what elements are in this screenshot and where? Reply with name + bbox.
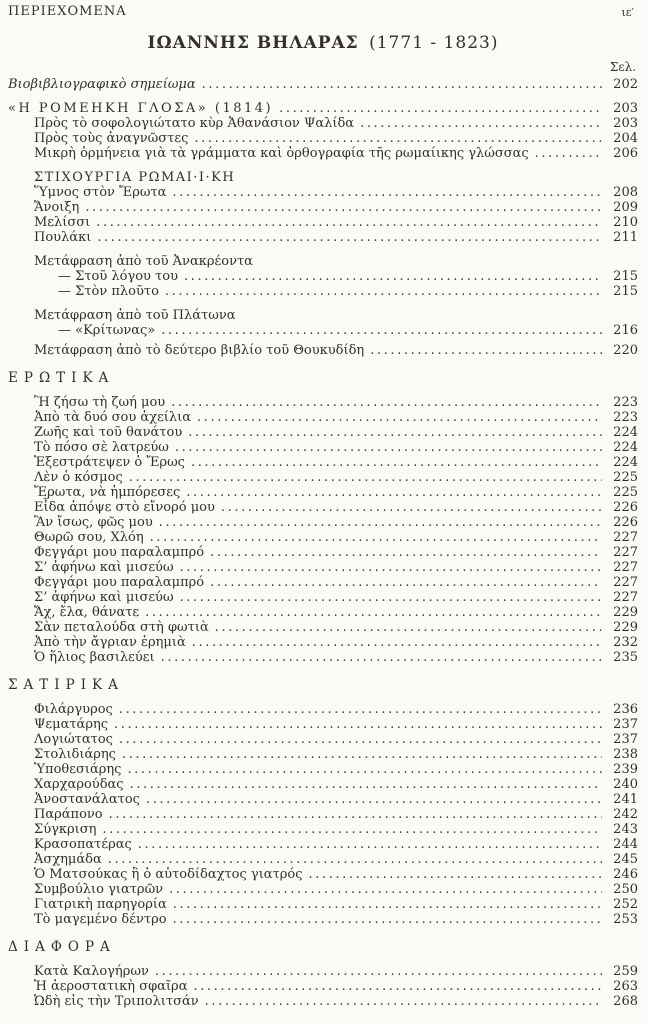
leader-dots (122, 747, 602, 762)
toc-entry-title: «Η ΡΟΜΕΗΚΗ ΓΛΟΣΑ» (1814) (8, 101, 274, 116)
toc-entry (8, 515, 638, 530)
leader-dots (186, 485, 602, 500)
toc-entry (8, 605, 638, 620)
toc-entry (8, 485, 638, 500)
toc-entry-page: 239 (613, 762, 638, 777)
toc-entry-page: 227 (613, 530, 638, 545)
toc-entry-page: 242 (613, 807, 638, 822)
toc-entry-page: 235 (613, 650, 638, 665)
toc-entry (8, 635, 638, 650)
toc-entry-title: — Στὸν πλοῦτο (58, 284, 159, 299)
toc-entry-page: 240 (613, 777, 638, 792)
leader-dots (96, 215, 602, 230)
toc-entry-page: 232 (613, 635, 638, 650)
leader-dots (161, 323, 602, 338)
toc-entry-title: Ἀνοστανάλατος (34, 792, 140, 807)
leader-dots (175, 440, 602, 455)
toc-entry-title: Ὑποθεσιάρης (34, 762, 122, 777)
toc-entry (8, 702, 638, 717)
contents-heading: ΠΕΡΙΕΧΟΜΕΝΑ (8, 4, 127, 19)
leader-dots (114, 717, 602, 732)
page-column-label: Σελ. (609, 60, 636, 74)
toc-entry (8, 455, 638, 470)
leader-dots (197, 410, 602, 425)
toc-entry-title: Λὲν ὁ κόσμος (34, 470, 123, 485)
toc-entry-title: Εἶδα ἀπόψε στὸ εἴνορό μου (34, 500, 215, 515)
toc-entry-page: 238 (613, 747, 638, 762)
toc-entry (8, 425, 638, 440)
toc-entry-title: Ὁ Ματσούκας ἢ ὁ αὐτοδίδαχτος γιατρός (34, 867, 303, 882)
leader-dots (192, 635, 602, 650)
toc-entry (8, 116, 638, 131)
toc-entry-title: Σ’ ἀφήνω καὶ μισεύω (34, 560, 174, 575)
toc-entry (8, 650, 638, 665)
leader-dots (202, 77, 602, 92)
toc-entry-title: Σύγκριση (34, 822, 97, 837)
toc-entry-page: 237 (613, 732, 638, 747)
toc-entry (8, 747, 638, 762)
leader-dots (130, 777, 602, 792)
toc-entry-title: ΣΑΤΙΡΙΚΑ (8, 677, 124, 693)
toc-entry-page: 215 (613, 269, 638, 284)
leader-dots (309, 867, 602, 882)
toc-entry-title: Παράπονο (34, 807, 103, 822)
book-title (8, 33, 638, 53)
leader-dots (161, 650, 602, 665)
toc-entry-title: Λογιώτατος (34, 732, 113, 747)
leader-dots (109, 807, 602, 822)
toc-entry-page: 268 (613, 994, 638, 1009)
toc-entry-title: Μετάφραση ἀπὸ τὸ δεύτερο βιβλίο τοῦ Θουκυδίδη (34, 343, 365, 358)
leader-dots (188, 425, 602, 440)
toc-entry (8, 732, 638, 747)
leader-dots (108, 852, 602, 867)
toc-section-heading (8, 940, 638, 955)
toc-entry-page: 229 (613, 605, 638, 620)
leader-dots (119, 732, 602, 747)
leader-dots (210, 575, 602, 590)
toc-entry-page: 223 (613, 395, 638, 410)
toc-entry-page: 229 (613, 620, 638, 635)
toc-subheading (8, 170, 638, 185)
toc-entry (8, 343, 638, 358)
toc-entry-page: 253 (613, 912, 638, 927)
leader-dots (370, 343, 602, 358)
toc-entry (8, 131, 638, 146)
toc-entry-title: Μετάφραση ἀπὸ τοῦ Πλάτωνα (34, 308, 236, 323)
toc-entry-title: Ἄχ, ἔλα, θάνατε (34, 605, 140, 620)
author-years: (1771 - 1823) (369, 33, 499, 53)
toc-entry-page: 227 (613, 575, 638, 590)
toc-entry-title: Φεγγάρι μου παραλαμπρό (34, 575, 205, 590)
toc-entry (8, 545, 638, 560)
leader-dots (215, 620, 602, 635)
toc-entry-page: 225 (613, 470, 638, 485)
toc-entry-title: Ἄνοιξη (34, 200, 80, 215)
toc-entry-title: Τὸ πόσο σὲ λατρεύω (34, 440, 169, 455)
toc-entry-title: Πρὸς τὸ σοφολογιώτατο κὺρ Ἀθανάσιον Ψαλίδα (34, 116, 355, 131)
toc-entry (8, 269, 638, 284)
toc-entry (8, 912, 638, 927)
toc-entry-title: Φεγγάρι μου παραλαμπρό (34, 545, 205, 560)
toc-entry-page: 203 (613, 116, 638, 131)
toc-entry-title: ΕΡΩΤΙΚΑ (8, 370, 115, 386)
toc-entry-page: 223 (613, 410, 638, 425)
toc-entry-title: Ἀπὸ τὰ δυό σου ἀχείλια (34, 410, 192, 425)
leader-dots (180, 590, 602, 605)
toc-entry-page: 227 (613, 560, 638, 575)
toc-entry-title: Ὕμνος στὸν Ἔρωτα (34, 185, 167, 200)
toc-entry-page: 243 (613, 822, 638, 837)
toc-entry (8, 410, 638, 425)
toc-entry-page: 202 (613, 77, 638, 92)
toc-entry (8, 762, 638, 777)
leader-dots (127, 762, 602, 777)
toc-entry-page: 245 (613, 852, 638, 867)
leader-dots (221, 500, 602, 515)
toc-entry-page: 204 (613, 131, 638, 146)
toc-entry-title: Σ’ ἀφήνω καὶ μισεύω (34, 590, 174, 605)
toc-entry (8, 590, 638, 605)
toc-entry (8, 470, 638, 485)
toc-entry-page: 210 (613, 215, 638, 230)
toc-entry-page: 263 (613, 979, 638, 994)
leader-dots (173, 912, 602, 927)
toc-entry (8, 837, 638, 852)
toc-entry-title: Θωρῶ σου, Χλόη (34, 530, 144, 545)
toc-entry-page: 203 (613, 101, 638, 116)
toc-entry-page: 237 (613, 717, 638, 732)
leader-dots (360, 116, 602, 131)
leader-dots (205, 994, 602, 1009)
toc-entry-title: Στολιδιάρης (34, 747, 116, 762)
leader-dots (102, 822, 602, 837)
toc-entry-title: ΔΙΑΦΟΡΑ (8, 939, 116, 955)
toc-entry-page: 224 (613, 425, 638, 440)
toc-entry (8, 964, 638, 979)
toc-entry-title: Ἡ ἀεροστατικὴ σφαῖρα (34, 979, 188, 994)
toc-entry (8, 822, 638, 837)
leader-dots (85, 200, 602, 215)
leader-dots (194, 131, 602, 146)
leader-dots (119, 702, 602, 717)
toc-entry-title: Ζωῆς καὶ τοῦ θανάτου (34, 425, 183, 440)
leader-dots (279, 101, 602, 116)
toc-entry-page: 211 (613, 230, 638, 245)
leader-dots (210, 545, 602, 560)
toc-entry (8, 867, 638, 882)
toc-entry-page: 244 (613, 837, 638, 852)
toc-entry-page: 224 (613, 440, 638, 455)
toc-entry-title: Ὁ ἥλιος βασιλεύει (34, 650, 155, 665)
toc-entry (8, 215, 638, 230)
toc-entry-title: Σὰν πεταλούδα στὴ φωτιὰ (34, 620, 209, 635)
toc-entry (8, 200, 638, 215)
toc-entry-page: 226 (613, 500, 638, 515)
toc-list (8, 77, 638, 1009)
toc-entry-title: Μελίσσι (34, 215, 91, 230)
toc-entry-title: Βιοβιβλιογραφικὸ σημείωμα (8, 77, 196, 92)
author-name: ΙΩΑΝΝΗΣ ΒΗΛΑΡΑΣ (147, 33, 359, 53)
leader-dots (165, 284, 602, 299)
toc-entry (8, 77, 638, 92)
leader-dots (173, 897, 602, 912)
toc-entry (8, 101, 638, 116)
toc-entry-title: Ἂν ἴσως, φῶς μου (34, 515, 153, 530)
toc-entry (8, 792, 638, 807)
toc-entry-page: 208 (613, 185, 638, 200)
toc-entry-page: 224 (613, 455, 638, 470)
toc-entry-page: 236 (613, 702, 638, 717)
leader-dots (129, 470, 602, 485)
toc-entry (8, 284, 638, 299)
leader-dots (97, 230, 602, 245)
leader-dots (172, 185, 602, 200)
toc-entry-page: 215 (613, 284, 638, 299)
leader-dots (184, 269, 602, 284)
toc-entry (8, 185, 638, 200)
toc-entry-title: Φιλάργυρος (34, 702, 113, 717)
leader-dots (155, 964, 602, 979)
leader-dots (159, 515, 602, 530)
leader-dots (193, 979, 602, 994)
toc-entry (8, 979, 638, 994)
toc-entry-page: 216 (613, 323, 638, 338)
toc-entry-page: 246 (613, 867, 638, 882)
toc-entry (8, 146, 638, 161)
toc-entry (8, 807, 638, 822)
toc-entry-title: Τὸ μαγεμένο δέντρο (34, 912, 167, 927)
toc-entry-title: Κρασοπατέρας (34, 837, 132, 852)
leader-dots (535, 146, 602, 161)
toc-entry-page: 209 (613, 200, 638, 215)
toc-subheading (8, 254, 638, 269)
toc-entry (8, 852, 638, 867)
leader-dots (146, 792, 602, 807)
toc-entry-page: 241 (613, 792, 638, 807)
toc-entry (8, 717, 638, 732)
toc-entry-title: Γιατρικὴ παρηγορία (34, 897, 167, 912)
toc-entry-title: Μετάφραση ἀπὸ τοῦ Ἀνακρέοντα (34, 254, 253, 269)
leader-dots (191, 455, 602, 470)
toc-entry (8, 994, 638, 1009)
toc-entry (8, 620, 638, 635)
toc-entry-title: Ἀσχημάδα (34, 852, 102, 867)
toc-entry (8, 777, 638, 792)
toc-entry-title: ΣΤΙΧΟΥΡΓΙΑ ΡΩΜΑΙ·Ι·ΚΗ (34, 170, 236, 185)
toc-entry (8, 230, 638, 245)
toc-entry-page: 250 (613, 882, 638, 897)
toc-entry-title: Ψεματάρης (34, 717, 109, 732)
leader-dots (171, 395, 602, 410)
toc-entry (8, 897, 638, 912)
toc-entry-title: Ἐξεστράτεψεν ὁ Ἔρως (34, 455, 185, 470)
toc-entry-title: — «Κρίτωνας» (58, 323, 156, 338)
toc-entry-page: 259 (613, 964, 638, 979)
leader-dots (145, 605, 602, 620)
leader-dots (150, 530, 602, 545)
leader-dots (138, 837, 602, 852)
folio-number: ιε′ (621, 6, 634, 19)
toc-entry-page: 220 (613, 343, 638, 358)
toc-entry (8, 323, 638, 338)
toc-entry (8, 530, 638, 545)
toc-entry-page: 227 (613, 590, 638, 605)
toc-entry-title: Χαρχαρούδας (34, 777, 124, 792)
toc-entry-title: Μικρὴ ὁρμήνεια γιὰ τὰ γράμματα καὶ ὀρθογραφία τῆς ρωμαίικης γλώσσας (34, 146, 529, 161)
toc-entry (8, 440, 638, 455)
toc-entry-title: Ἔρωτα, νὰ ἠμπόρεσες (34, 485, 181, 500)
leader-dots (180, 560, 602, 575)
toc-entry (8, 575, 638, 590)
leader-dots (169, 882, 602, 897)
toc-section-heading (8, 371, 638, 386)
page-header (8, 4, 638, 19)
toc-entry-page: 206 (613, 146, 638, 161)
toc-entry-title: Συμβούλιο γιατρῶν (34, 882, 164, 897)
toc-entry-title: Κατὰ Καλογήρων (34, 964, 149, 979)
toc-entry (8, 500, 638, 515)
toc-entry (8, 560, 638, 575)
toc-entry (8, 395, 638, 410)
toc-entry-page: 226 (613, 515, 638, 530)
toc-section-heading (8, 678, 638, 693)
toc-entry-title: Πρὸς τοὺς ἀναγνῶστες (34, 131, 189, 146)
toc-entry-page: 225 (613, 485, 638, 500)
toc-subheading (8, 308, 638, 323)
toc-entry-title: — Στοῦ λόγου του (58, 269, 178, 284)
toc-entry-title: Ἀπὸ τὴν ἄγριαν ἐρημιὰ (34, 635, 186, 650)
toc-entry-title: Ἢ ζήσω τὴ ζωή μου (34, 395, 166, 410)
toc-entry-page: 227 (613, 545, 638, 560)
toc-entry-title: Ὠδὴ εἰς τὴν Τριπολιτσάν (34, 994, 199, 1009)
toc-entry-page: 252 (613, 897, 638, 912)
toc-entry (8, 882, 638, 897)
toc-entry-title: Πουλάκι (34, 230, 92, 245)
